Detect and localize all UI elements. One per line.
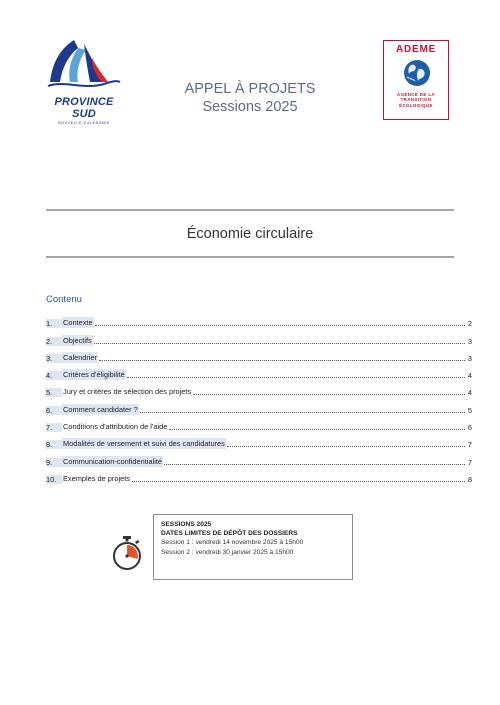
toc-entry-label[interactable]: Conditions d'attribution de l'aide <box>63 422 168 432</box>
toc-entry-page: 5 <box>467 405 472 415</box>
document-title <box>150 80 350 116</box>
section-title: Économie circulaire <box>186 226 314 242</box>
toc-leader <box>95 324 465 326</box>
toc-leader <box>140 411 465 413</box>
toc-entry-page: 3 <box>467 353 472 363</box>
toc-entry-number: 9. <box>46 458 62 467</box>
stopwatch-icon <box>112 535 142 571</box>
toc-entry-label[interactable]: Modalités de versement et suivi des candidatures <box>63 439 225 449</box>
toc-entry-number: 5. <box>46 388 62 397</box>
title-line-2: Sessions 2025 <box>202 99 298 115</box>
toc-entry-page: 7 <box>467 440 472 450</box>
toc-entry[interactable] <box>46 467 472 484</box>
ademe-logo <box>383 40 449 120</box>
toc-entry-page: 4 <box>467 388 472 398</box>
province-sud-wordmark <box>44 96 124 125</box>
toc-entry-number: 2. <box>46 337 62 346</box>
deadlines-box <box>153 514 353 580</box>
toc-entry-label[interactable]: Exemples de projets <box>63 473 130 483</box>
toc-entry[interactable] <box>46 346 472 363</box>
toc-leader <box>164 463 465 465</box>
divider-bottom <box>46 256 454 258</box>
toc-entry[interactable] <box>46 380 472 397</box>
toc-leader <box>132 480 465 482</box>
toc-entry-label[interactable]: Jury et critères de sélection des projets <box>63 387 192 397</box>
globe-icon <box>403 59 431 87</box>
toc-leader <box>99 359 465 361</box>
deadlines-heading: SESSIONS 2025 <box>161 521 212 528</box>
toc-entry-page: 2 <box>467 319 472 329</box>
province-sud-subtitle: NOUVELLE-CALÉDONIE <box>58 121 110 125</box>
deadline-session-2: Session 2 : vendredi 30 janvier 2025 à 15h00 <box>161 549 294 557</box>
toc-entry-label[interactable]: Objectifs <box>63 335 92 345</box>
toc-entry[interactable] <box>46 449 472 466</box>
toc-entry-number: 4. <box>46 371 62 380</box>
toc-entry-page: 8 <box>467 474 472 484</box>
toc-entry[interactable] <box>46 397 472 414</box>
toc-entry-label[interactable]: Contexte <box>63 318 93 328</box>
divider-top <box>46 209 454 211</box>
ademe-line-3: ÉCOLOGIQUE <box>399 102 433 108</box>
toc-entry-number: 6. <box>46 406 62 415</box>
toc-leader <box>169 428 465 430</box>
deadlines-subheading: DATES LIMITES DE DÉPÔT DES DOSSIERS <box>161 529 298 537</box>
toc-entry-number: 1. <box>46 319 62 328</box>
ademe-line-1: AGENCE DE LA <box>397 92 435 97</box>
toc-entry-number: 10. <box>46 475 62 484</box>
toc-entry[interactable] <box>46 328 472 345</box>
toc-leader <box>127 376 465 378</box>
toc-entry[interactable] <box>46 432 472 449</box>
toc-leader <box>94 342 465 344</box>
ademe-name: ADEME <box>395 44 437 55</box>
toc-entry-page: 6 <box>467 423 472 433</box>
table-of-contents <box>46 311 472 484</box>
toc-leader <box>193 393 465 395</box>
toc-entry-page: 3 <box>467 336 472 346</box>
toc-entry-label[interactable]: Communication-confidentialité <box>63 456 163 466</box>
toc-leader <box>227 445 465 447</box>
toc-entry-label[interactable]: Comment candidater ? <box>63 404 138 414</box>
toc-entry-page: 7 <box>467 457 472 467</box>
toc-entry-label[interactable]: Critères d'éligibilité <box>63 370 125 380</box>
toc-entry[interactable] <box>46 415 472 432</box>
toc-entry-label[interactable]: Calendrier <box>63 352 98 362</box>
ademe-line-2: TRANSITION <box>400 97 432 103</box>
toc-heading: Contenu <box>46 294 82 305</box>
province-sud-name: PROVINCE SUD <box>54 96 114 120</box>
toc-entry-number: 3. <box>46 354 62 363</box>
toc-entry-number: 7. <box>46 423 62 432</box>
title-line-1: APPEL À PROJETS <box>184 81 316 97</box>
toc-entry[interactable] <box>46 363 472 380</box>
deadline-session-1: Session 1 : vendredi 14 novembre 2025 à 15h00 <box>161 539 304 547</box>
toc-entry[interactable] <box>46 311 472 328</box>
toc-entry-number: 8. <box>46 440 62 449</box>
ademe-tagline <box>384 92 448 108</box>
toc-entry-page: 4 <box>467 371 472 381</box>
